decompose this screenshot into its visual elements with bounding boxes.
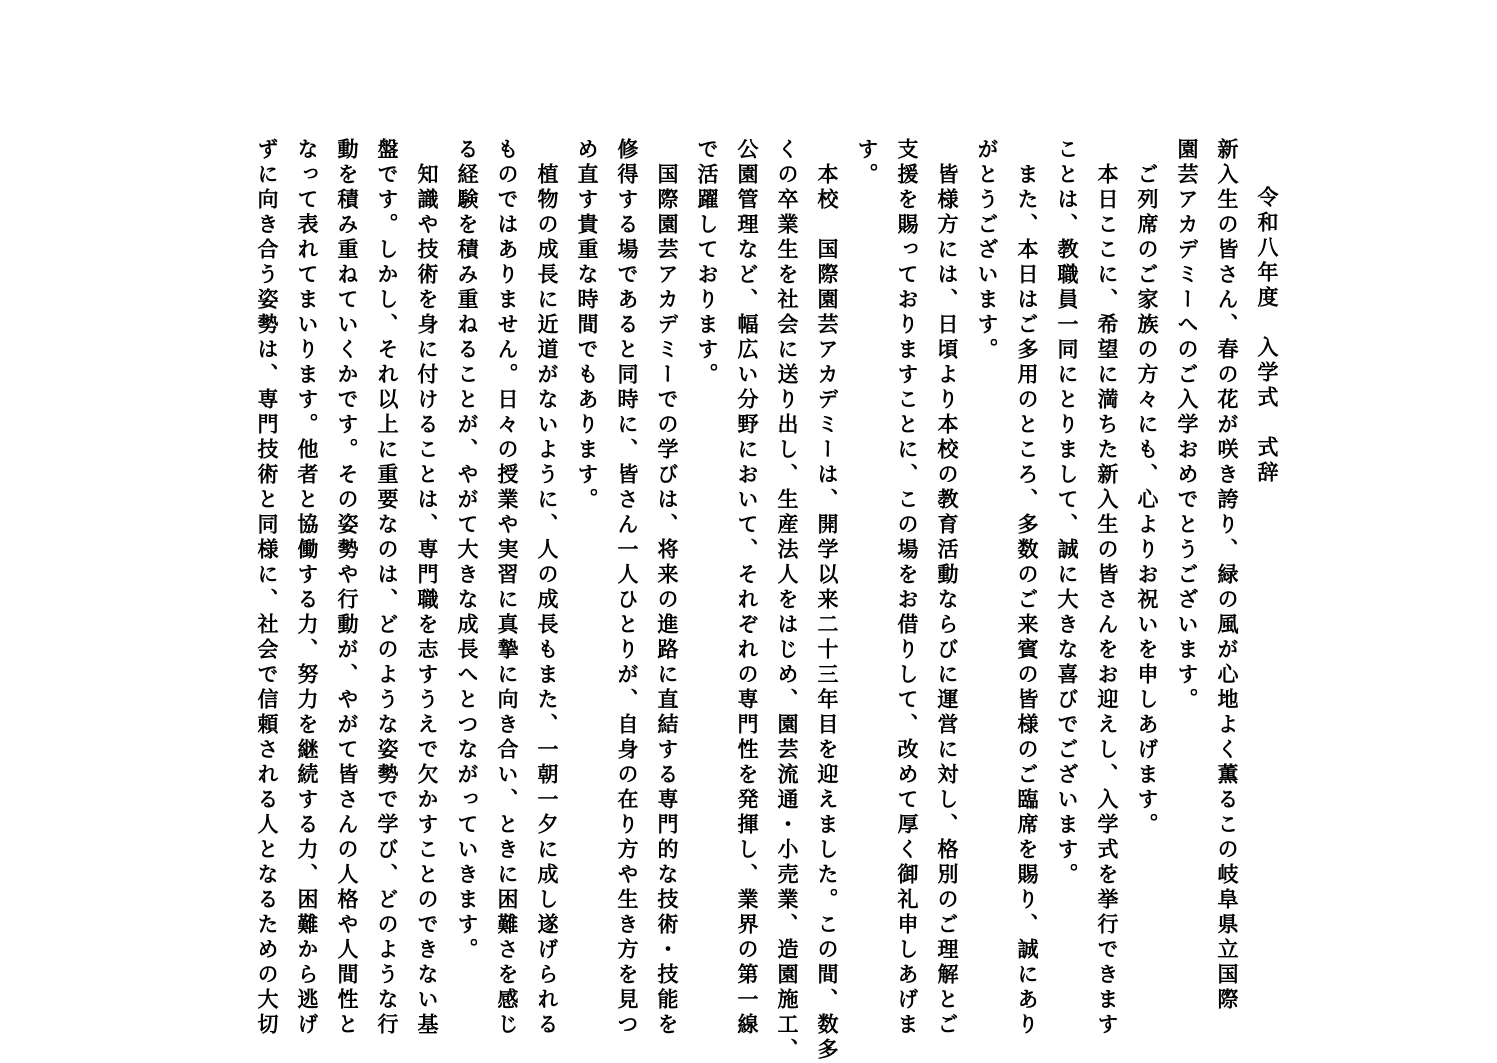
- text-line: なって表れてまいります。他者と協働する力、努力を継続する力、困難から逃げ: [295, 138, 320, 1038]
- text-line: がとうございます。: [975, 138, 1000, 363]
- text-line: ご列席のご家族の方々にも、心よりお祝いを申しあげます。: [1135, 138, 1160, 838]
- text-line: で活躍しております。: [695, 138, 720, 388]
- text-line: 本校 国際園芸アカデミーは、開学以来二十三年目を迎えました。この間、数多: [815, 138, 840, 1063]
- text-line: ことは、教職員一同にとりまして、誠に大きな喜びでございます。: [1055, 138, 1080, 888]
- speech-body: [137, 138, 1287, 1063]
- text-line: 園芸アカデミーへのご入学おめでとうございます。: [1175, 138, 1200, 713]
- text-line: 支援を賜っておりますことに、この場をお借りして、改めて厚く御礼申しあげま: [895, 138, 920, 1038]
- text-line: 皆様方には、日頃より本校の教育活動ならびに運営に対し、格別のご理解とご: [935, 138, 960, 1038]
- text-line: 盤です。しかし、それ以上に重要なのは、どのような姿勢で学び、どのような行: [375, 138, 400, 1038]
- text-line: 本日ここに、希望に満ちた新入生の皆さんをお迎えし、入学式を挙行できます: [1095, 138, 1120, 1038]
- text-line: 動を積み重ねていくかです。その姿勢や行動が、やがて皆さんの人格や人間性と: [335, 138, 360, 1038]
- text-line: ものではありません。日々の授業や実習に真摯に向き合い、ときに困難さを感じ: [495, 138, 520, 1038]
- text-line: す。: [855, 138, 880, 188]
- document-title: 令和八年度 入学式 式辞: [1255, 186, 1280, 486]
- text-line: 新入生の皆さん、春の花が咲き誇り、緑の風が心地よく薫るこの岐阜県立国際: [1215, 138, 1240, 1013]
- text-line: 知識や技術を身に付けることは、専門職を志すうえで欠かすことのできない基: [415, 138, 440, 1038]
- text-line: ずに向き合う姿勢は、専門技術と同様に、社会で信頼される人となるための大切: [255, 138, 280, 1038]
- text-line: め直す貴重な時間でもあります。: [575, 138, 600, 513]
- text-line: 国際園芸アカデミーでの学びは、将来の進路に直結する専門的な技術・技能を: [655, 138, 680, 1038]
- text-line: また、本日はご多用のところ、多数のご来賓の皆様のご臨席を賜り、誠にあり: [1015, 138, 1040, 1038]
- text-line: 公園管理など、幅広い分野において、それぞれの専門性を発揮し、業界の第一線: [735, 138, 760, 1038]
- text-line: 植物の成長に近道がないように、人の成長もまた、一朝一夕に成し遂げられる: [535, 138, 560, 1038]
- text-line: る経験を積み重ねることが、やがて大きな成長へとつながっていきます。: [455, 138, 480, 963]
- text-line: くの卒業生を社会に送り出し、生産法人をはじめ、園芸流通・小売業、造園施工、: [775, 138, 800, 1063]
- text-line: 修得する場であると同時に、皆さん一人ひとりが、自身の在り方や生き方を見つ: [615, 138, 640, 1038]
